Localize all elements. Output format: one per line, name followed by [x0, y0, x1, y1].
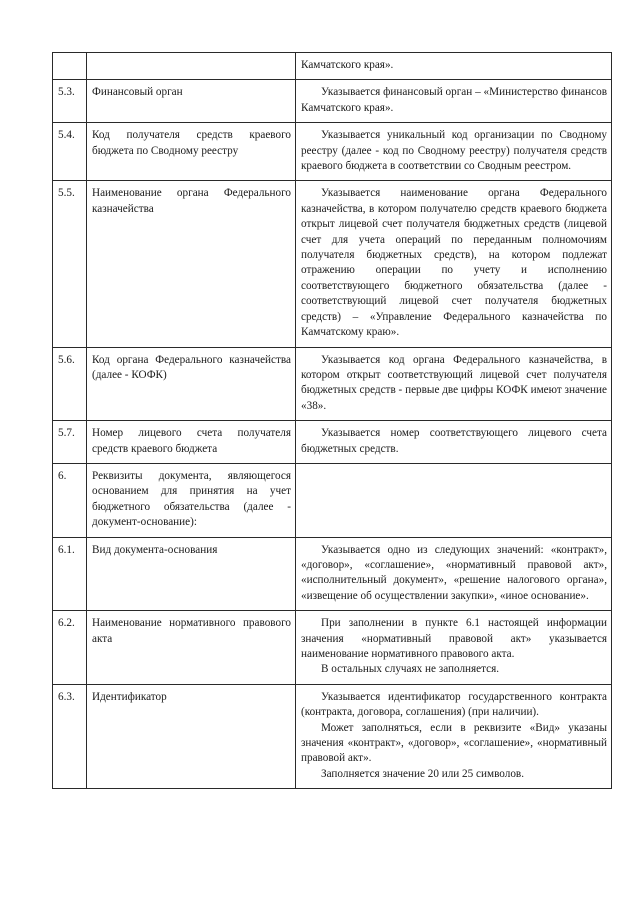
requisite-name-text: Номер лицевого счета получателя средств краевого бюджета: [92, 427, 291, 455]
requisite-description-paragraph: В остальных случаях не заполняется.: [321, 663, 500, 676]
requisite-description-cell: [296, 684, 612, 788]
table-row: [53, 347, 612, 421]
table-row: [53, 463, 612, 537]
requisite-name-text: Наименование органа Федерального казначейства: [92, 187, 291, 215]
requisite-description-cell: [296, 80, 612, 123]
requisite-description-paragraph: Камчатского края».: [301, 59, 394, 71]
requisites-table: [52, 52, 612, 789]
requisite-name-cell: [87, 80, 296, 123]
requisite-name-text: Код получателя средств краевого бюджета по Сводному реестру: [92, 129, 291, 157]
requisite-name-cell: [87, 684, 296, 788]
requisite-name-cell: [87, 421, 296, 464]
requisite-description-paragraph: Указывается уникальный код организации по Сводному реестру (далее - код по Сводному реестру) получателя средств краевого бюджета в соответствии со Сводным реестром.: [301, 129, 607, 173]
table-row: [53, 80, 612, 123]
requisite-description-cell: [296, 611, 612, 685]
requisite-description-paragraph: Указывается код органа Федерального казначейства, в котором открыт соответствующий лицевой счет получателя бюджетных средств - первые две цифры КОФК имеют значение «38».: [301, 353, 607, 412]
requisite-name-text: Код органа Федерального казначейства (далее - КОФК): [92, 353, 291, 381]
table-row: [53, 123, 612, 181]
table-row: [53, 537, 612, 611]
requisite-description-cell: [296, 181, 612, 347]
item-number-cell: 6.3.: [53, 684, 87, 788]
item-number-cell: 5.4.: [53, 123, 87, 181]
requisite-name-cell: [87, 611, 296, 685]
item-number-cell: [53, 53, 87, 80]
table-row: [53, 421, 612, 464]
requisite-name-cell: [87, 537, 296, 611]
requisite-description-cell: [296, 421, 612, 464]
requisite-name-text: Вид документа-основания: [92, 543, 218, 556]
requisite-description-cell: [296, 537, 612, 611]
requisite-description-cell: [296, 123, 612, 181]
requisite-description-paragraph: Указывается финансовый орган – «Министерство финансов Камчатского края».: [301, 86, 607, 114]
requisite-description-cell: [296, 53, 612, 80]
table-body: [53, 53, 612, 789]
requisite-name-text: Реквизиты документа, являющегося основанием для принятия на учет бюджетного обязательства (далее - документ-основание):: [92, 469, 291, 529]
item-number-cell: 5.6.: [53, 347, 87, 421]
requisite-name-text: Наименование нормативного правового акта: [92, 617, 291, 645]
table-row: [53, 181, 612, 347]
requisite-description-paragraph: Указывается номер соответствующего лицевого счета бюджетных средств.: [301, 427, 607, 455]
table-row: [53, 684, 612, 788]
item-number-cell: 5.5.: [53, 181, 87, 347]
requisite-description-paragraph: Указывается наименование органа Федерального казначейства, в котором получателю средств краевого бюджета открыт лицевой счет получателя бюджетных средств (лицевой счет для учета операций по переданным полномочиям получателя бюджетных средств), на котором подлежат отражению операции по учету и исполнению соответствующего бюджетного обязательства (далее - соответствующий лицевой счет получателя бюджетных средств) – «Управление Федерального казначейства по Камчатскому краю».: [301, 187, 607, 339]
requisite-name-text: Финансовый орган: [92, 86, 183, 99]
requisite-description-cell: [296, 347, 612, 421]
item-number-cell: 6.2.: [53, 611, 87, 685]
requisite-name-cell: [87, 347, 296, 421]
requisite-name-cell: [87, 181, 296, 347]
item-number-cell: 6.: [53, 463, 87, 537]
requisite-name-cell: [87, 463, 296, 537]
item-number-cell: 5.7.: [53, 421, 87, 464]
requisite-description-paragraph: Указывается идентификатор государственного контракта (контракта, договора, соглашения) (при наличии).: [301, 690, 607, 719]
requisite-name-cell: [87, 53, 296, 80]
requisite-name-cell: [87, 123, 296, 181]
requisite-description-cell: [296, 463, 612, 537]
requisite-description-paragraph: При заполнении в пункте 6.1 настоящей информации значения «нормативный правовой акт» указывается наименование нормативного правового акта.: [301, 617, 607, 660]
item-number-cell: 5.3.: [53, 80, 87, 123]
requisite-name-text: Идентификатор: [92, 690, 167, 703]
item-number-cell: 6.1.: [53, 537, 87, 611]
requisite-description-paragraph: Заполняется значение 20 или 25 символов.: [321, 767, 524, 780]
requisite-description-paragraph: Указывается одно из следующих значений: «контракт», «договор», «соглашение», «нормативный правовой акт», «исполнительный документ», «решение налогового органа», «извещение об осуществлении закупки», «иное основание».: [301, 543, 607, 602]
requisite-description-paragraph: Может заполняться, если в реквизите «Вид» указаны значения «контракт», «договор», «соглашение», «нормативный правовой акт».: [301, 721, 607, 765]
table-row: [53, 611, 612, 685]
table-row: [53, 53, 612, 80]
